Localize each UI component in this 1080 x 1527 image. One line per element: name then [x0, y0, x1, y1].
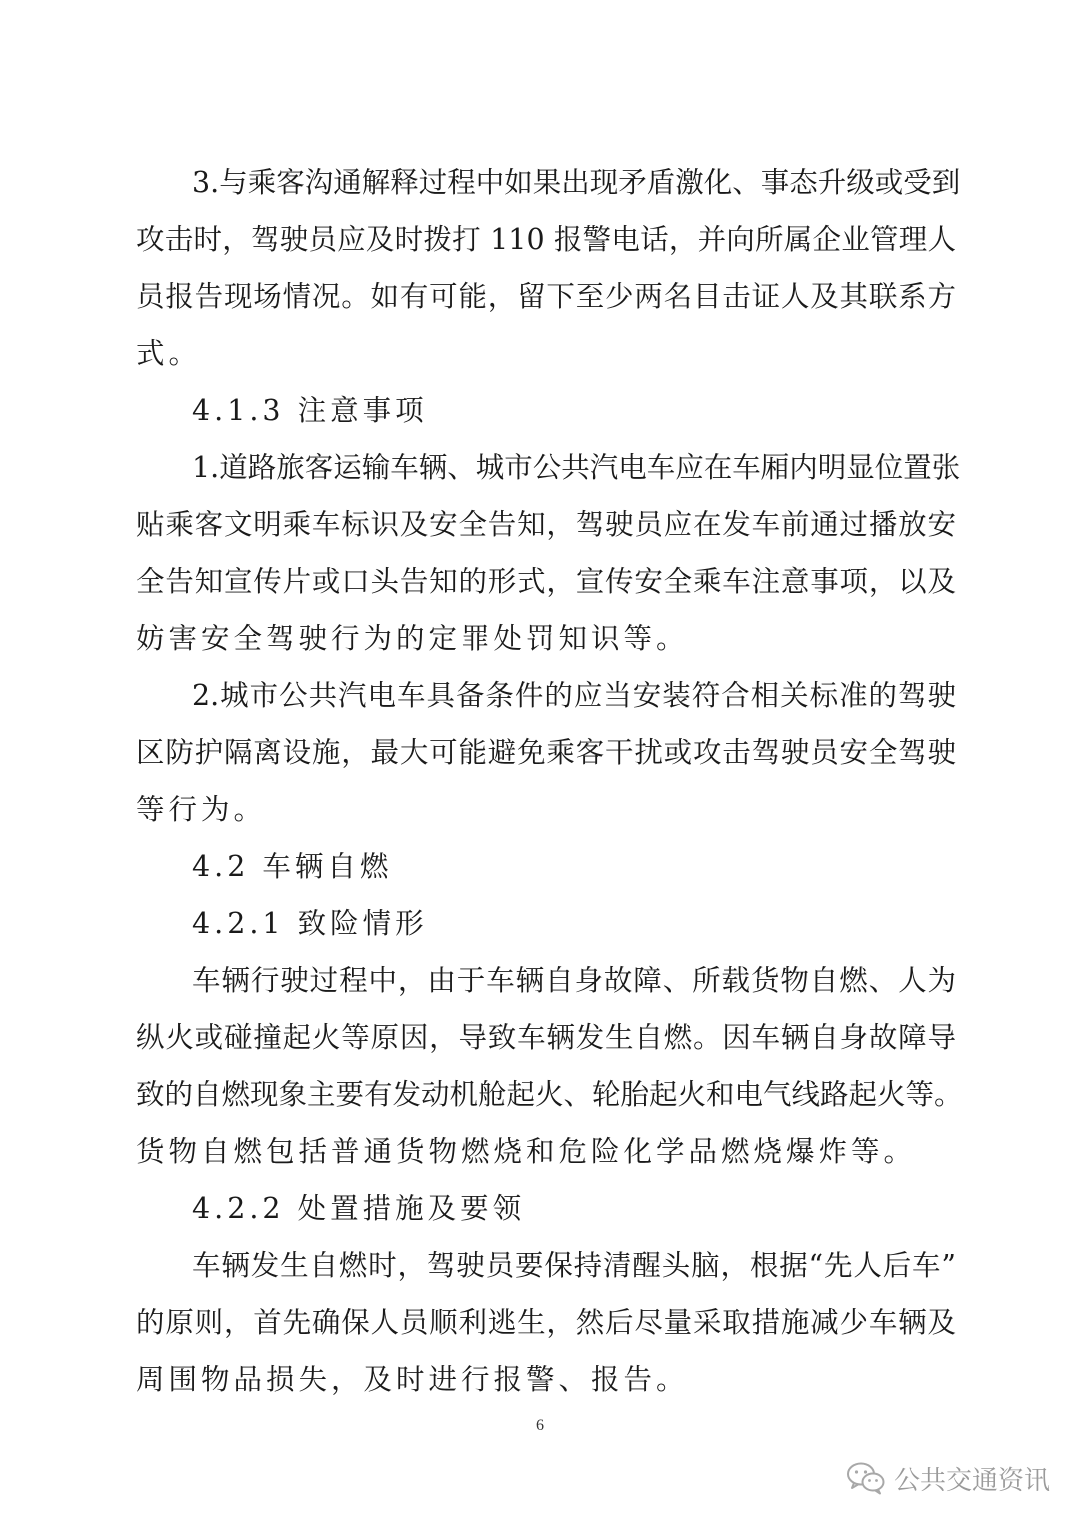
paragraph-line: 纵火或碰撞起火等原因，导致车辆发生自燃。因车辆自身故障导 [136, 1021, 956, 1054]
wechat-icon [846, 1461, 886, 1495]
paragraph-line: 的原则，首先确保人员顺利逃生，然后尽量采取措施减少车辆及 [136, 1306, 956, 1339]
watermark [846, 1458, 1050, 1498]
paragraph-line: 贴乘客文明乘车标识及安全告知，驾驶员应在发车前通过播放安 [136, 508, 956, 541]
section-heading: 4.2 车辆自燃 [192, 850, 393, 883]
paragraph-line: 等行为。 [136, 793, 267, 826]
paragraph-line: 全告知宣传片或口头告知的形式，宣传安全乘车注意事项，以及 [136, 565, 956, 598]
paragraph-line: 妨害安全驾驶行为的定罪处罚知识等。 [136, 622, 689, 655]
page-number: 6 [536, 1417, 544, 1434]
paragraph-line: 周围物品损失，及时进行报警、报告。 [136, 1363, 689, 1396]
paragraph-line: 3.与乘客沟通解释过程中如果出现矛盾激化、事态升级或受到 [192, 166, 961, 199]
paragraph-line: 致的自燃现象主要有发动机舱起火、轮胎起火和电气线路起火等。 [136, 1078, 963, 1111]
paragraph-line: 员报告现场情况。如有可能，留下至少两名目击证人及其联系方 [136, 280, 956, 313]
paragraph-line: 1.道路旅客运输车辆、城市公共汽电车应在车厢内明显位置张 [192, 451, 961, 484]
paragraph-line: 区防护隔离设施，最大可能避免乘客干扰或攻击驾驶员安全驾驶 [136, 736, 956, 769]
paragraph-line: 货物自燃包括普通货物燃烧和危险化学品燃烧爆炸等。 [136, 1135, 917, 1168]
section-heading: 4.1.3 注意事项 [192, 394, 428, 427]
paragraph-line: 车辆行驶过程中，由于车辆自身故障、所载货物自燃、人为 [192, 964, 956, 997]
paragraph-line: 2.城市公共汽电车具备条件的应当安装符合相关标准的驾驶 [192, 679, 956, 712]
paragraph-line: 攻击时，驾驶员应及时拨打 110 报警电话，并向所属企业管理人 [136, 223, 956, 256]
watermark-text: 公共交通资讯 [893, 1465, 1050, 1496]
section-heading: 4.2.1 致险情形 [192, 907, 428, 940]
paragraph-line: 式。 [136, 337, 202, 370]
section-heading: 4.2.2 处置措施及要领 [192, 1192, 526, 1225]
paragraph-line: 车辆发生自燃时，驾驶员要保持清醒头脑，根据“先人后车” [192, 1249, 956, 1282]
